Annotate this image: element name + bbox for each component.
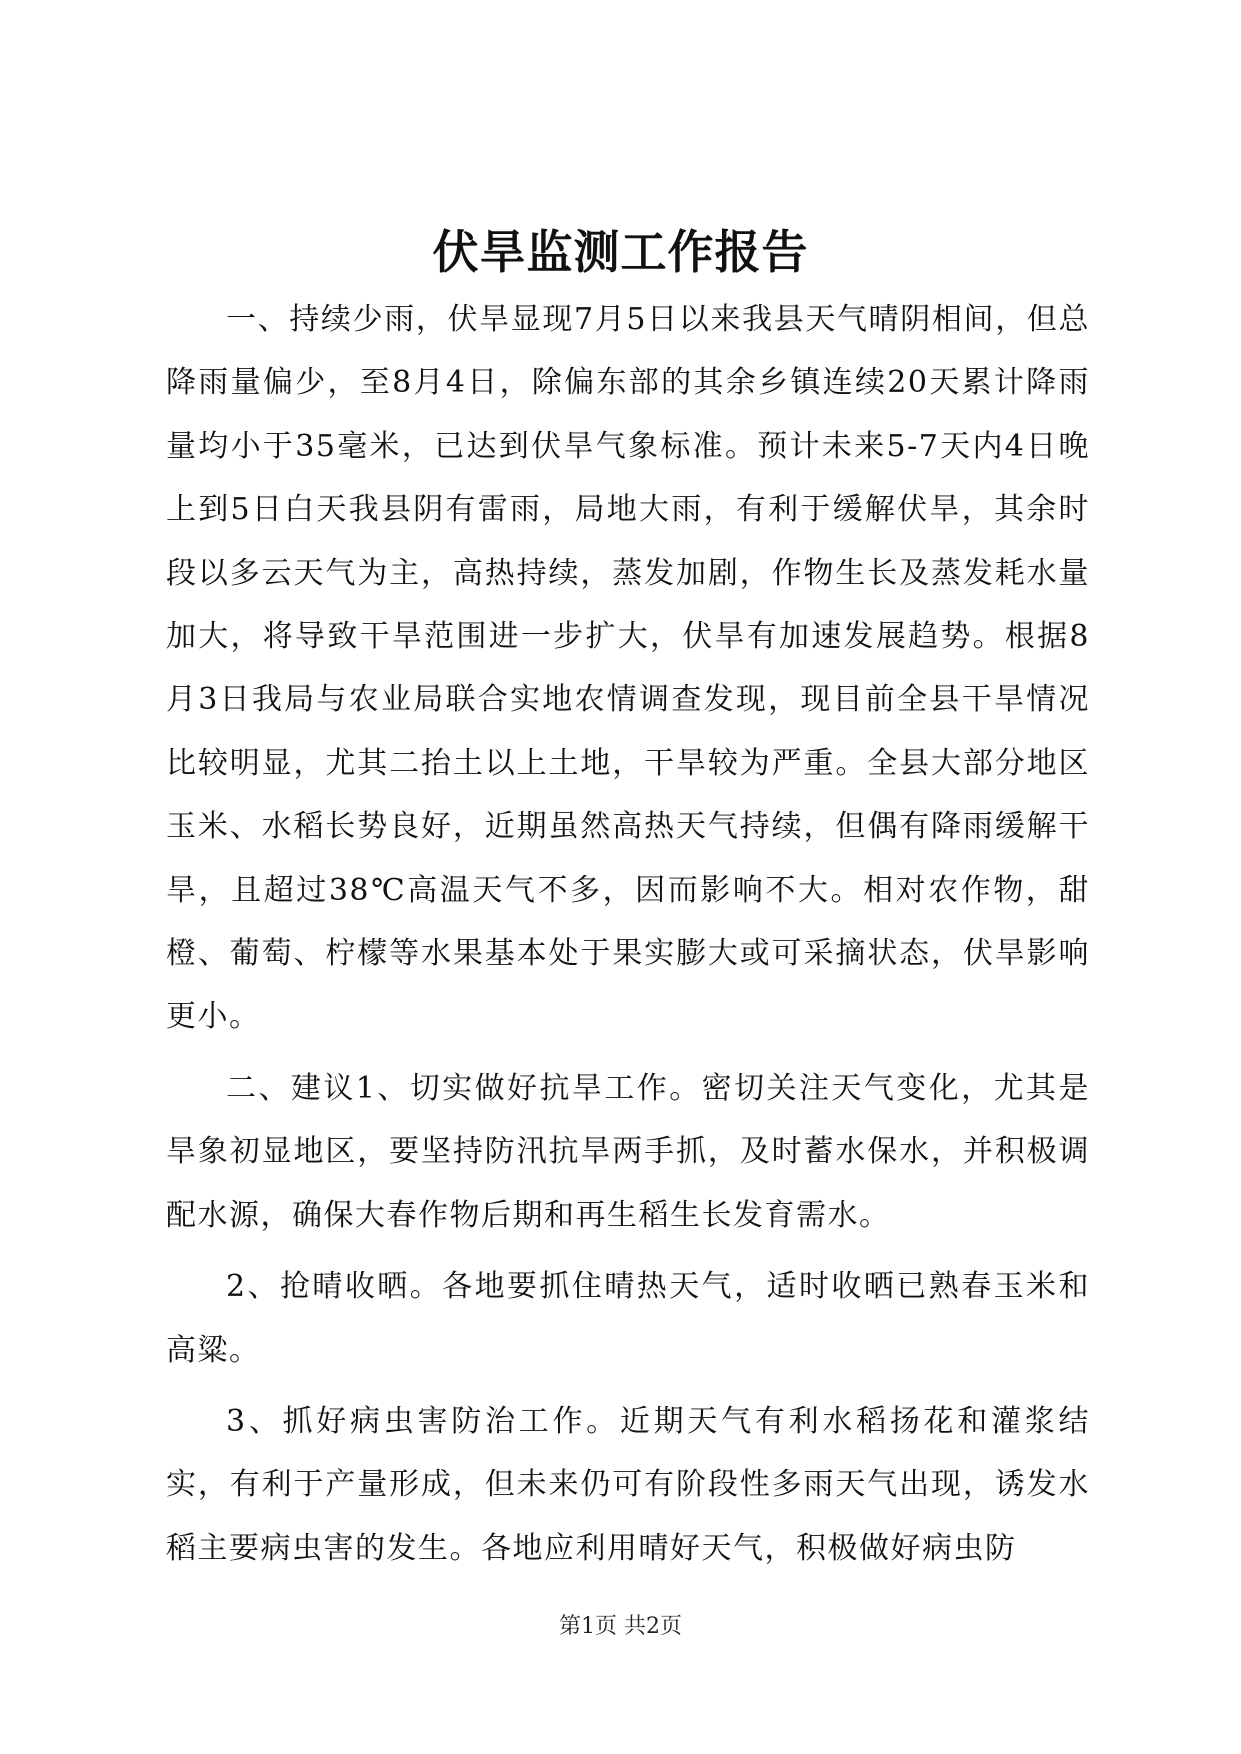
paragraph-drought-status: 一、持续少雨，伏旱显现7月5日以来我县天气晴阴相间，但总降雨量偏少，至8月4日，除偏东部的其余乡镇连续20天累计降雨量均小于35毫米，已达到伏旱气象标准。预计未来5-7天内4日晚上到5日白天我县阴有雷雨，局地大雨，有利于缓解伏旱，其余时段以多云天气为主，高热持续，蒸发加剧，作物生长及蒸发耗水量加大，将导致干旱范围进一步扩大，伏旱有加速发展趋势。根据8月3日我局与农业局联合实地农情调查发现，现目前全县干旱情况比较明显，尤其二抬土以上土地，干旱较为严重。全县大部分地区玉米、水稻长势良好，近期虽然高热天气持续，但偶有降雨缓解干旱，且超过38℃高温天气不多，因而影响不大。相对农作物，甜橙、葡萄、柠檬等水果基本处于果实膨大或可采摘状态，伏旱影响更小。 — [166, 302, 1090, 1035]
document-title: 伏旱监测工作报告 — [432, 225, 809, 279]
page-number-footer: 第1页 共2页 — [559, 1614, 682, 1639]
paragraph-suggestion-2: 2、抢晴收晒。各地要抓住晴热天气，适时收晒已熟春玉米和高粱。 — [166, 1269, 1090, 1368]
paragraph-suggestion-3: 3、抓好病虫害防治工作。近期天气有利水稻扬花和灌浆结实，有利于产量形成，但未来仍可有阶段性多雨天气出现，诱发水稻主要病虫害的发生。各地应利用晴好天气，积极做好病虫防 — [166, 1403, 1090, 1566]
paragraph-suggestion-1: 二、建议1、切实做好抗旱工作。密切关注天气变化，尤其是旱象初显地区，要坚持防汛抗旱两手抓，及时蓄水保水，并积极调配水源，确保大春作物后期和再生稻生长发育需水。 — [166, 1070, 1090, 1233]
document-body — [166, 288, 1090, 1580]
